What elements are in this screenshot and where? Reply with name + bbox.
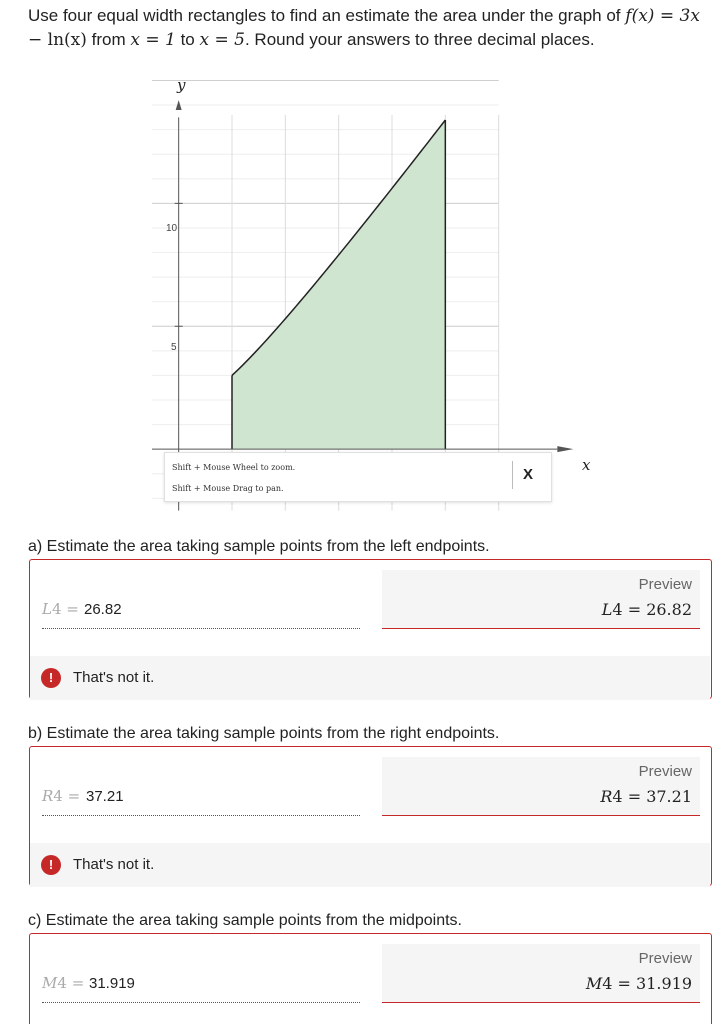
part-b-feedback	[30, 843, 710, 887]
part-a-title: a) Estimate the area taking sample points from the left endpoints.	[28, 538, 490, 555]
zoom-tip-popup	[164, 452, 552, 502]
part-a-feedback	[30, 656, 710, 700]
alert-icon: !	[41, 668, 61, 688]
part-a-answer-box	[29, 559, 712, 699]
part-c-preview	[382, 944, 700, 1003]
part-b-answer-input[interactable]	[42, 777, 360, 816]
part-a-preview	[382, 570, 700, 629]
part-a-feedback-text: That's not it.	[73, 669, 155, 686]
y-axis-label: y	[177, 76, 186, 94]
to-word: to	[180, 30, 195, 49]
part-b-answer-box	[29, 746, 712, 886]
part-b-preview-label: Preview	[638, 763, 692, 780]
function-graph[interactable]	[120, 78, 600, 518]
part-b-preview	[382, 757, 700, 816]
part-a-input-prefix: L4 =	[42, 600, 79, 618]
part-c-title: c) Estimate the area taking sample points from the midpoints.	[28, 912, 462, 929]
part-c-preview-label: Preview	[638, 950, 692, 967]
upper-bound: x = 5	[199, 30, 245, 50]
zoom-tip-divider	[512, 461, 513, 489]
x-axis-label: x	[582, 456, 591, 474]
y-tick-5: 5	[171, 342, 177, 353]
question-intro: Use four equal width rectangles to find an estimate the area under the graph of	[28, 6, 621, 25]
y-tick-10: 10	[166, 223, 178, 234]
part-b-title: b) Estimate the area taking sample points from the right endpoints.	[28, 725, 500, 742]
question-outro: . Round your answers to three decimal places.	[244, 30, 595, 49]
part-b-input-prefix: R4 =	[42, 787, 81, 805]
part-c-preview-value: M4 = 31.919	[585, 974, 692, 993]
close-icon[interactable]: X	[523, 466, 534, 483]
function-expression: f(x) = 3x − ln(x)	[28, 6, 700, 50]
part-b-input-value: 37.21	[86, 788, 124, 805]
part-c-answer-input[interactable]	[42, 964, 360, 1003]
alert-icon: !	[41, 855, 61, 875]
part-b-feedback-text: That's not it.	[73, 856, 155, 873]
lower-bound: x = 1	[130, 30, 176, 50]
part-c-answer-box	[29, 933, 712, 1024]
part-a-answer-input[interactable]	[42, 590, 360, 629]
zoom-tip-line2: Shift + Mouse Drag to pan.	[172, 484, 284, 493]
part-a-input-value: 26.82	[84, 601, 122, 618]
from-word: from	[91, 30, 126, 49]
zoom-tip-line1: Shift + Mouse Wheel to zoom.	[172, 463, 296, 472]
question-text	[28, 4, 708, 52]
part-c-input-value: 31.919	[89, 975, 135, 992]
part-c-input-prefix: M4 =	[42, 974, 85, 992]
part-a-preview-label: Preview	[638, 576, 692, 593]
x-axis-arrow	[557, 446, 573, 452]
part-a-preview-value: L4 = 26.82	[601, 600, 692, 619]
part-b-preview-value: R4 = 37.21	[600, 787, 692, 806]
